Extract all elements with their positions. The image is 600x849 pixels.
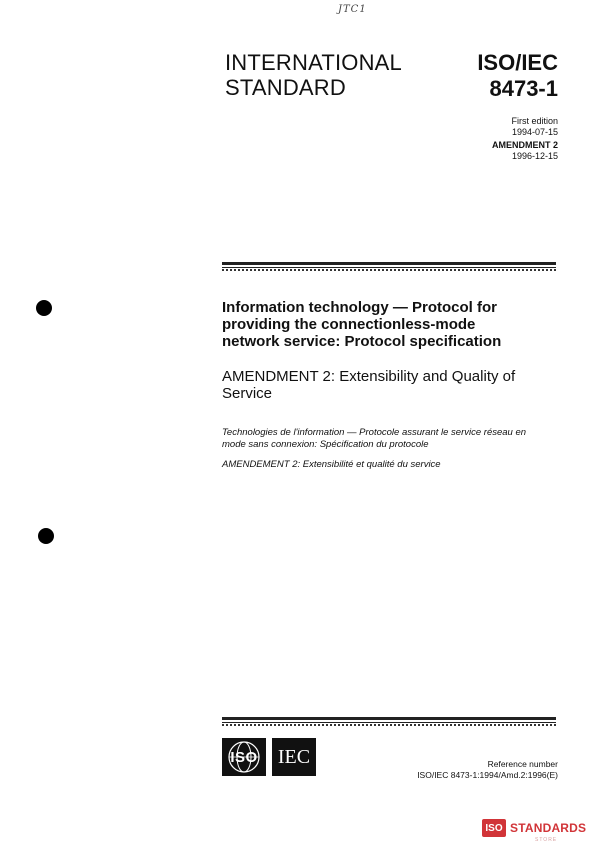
english-title-line-2: providing the connectionless-mode (222, 316, 476, 333)
document-type-line-1: INTERNATIONAL (225, 50, 402, 75)
english-title-line-3: network service: Protocol specification (222, 333, 502, 350)
french-amendment-title: AMENDEMENT 2: Extensibilité et qualité du service (222, 459, 441, 470)
reference-number-value: ISO/IEC 8473-1:1994/Amd.2:1996(E) (417, 770, 558, 780)
iso-logo-text: ISO (230, 748, 258, 766)
top-divider-rule (222, 262, 556, 271)
watermark-badge: ISO (482, 819, 506, 837)
reference-number-label: Reference number (487, 759, 558, 769)
standard-number-line-1: ISO/IEC (477, 50, 558, 75)
watermark-sub: STORE (535, 837, 558, 843)
standard-number-line-2: 8473-1 (489, 76, 558, 101)
edition-date: 1994-07-15 (511, 127, 558, 137)
iec-logo-text: IEC (277, 745, 311, 768)
punch-hole-bottom (38, 528, 54, 544)
edition-block (492, 116, 558, 162)
english-title-line-1: Information technology — Protocol for (222, 299, 497, 316)
english-amendment-title (222, 368, 562, 402)
standards-store-watermark (482, 818, 586, 838)
reference-number-block (417, 759, 558, 781)
bottom-divider-rule (222, 717, 556, 726)
document-type-line-2: STANDARD (225, 75, 346, 100)
iso-logo (222, 738, 266, 776)
watermark-name: STANDARDS (510, 821, 587, 835)
edition-label: First edition (511, 116, 558, 126)
document-type (225, 50, 402, 100)
english-title (222, 299, 562, 350)
english-amendment-line-2: Service (222, 385, 273, 402)
handwritten-margin-note: JTC1 (338, 4, 367, 15)
french-title-line-1: Technologies de l'information — Protocole assurant le service réseau en (222, 427, 527, 438)
french-title (222, 427, 562, 451)
amendment-date: 1996-12-15 (511, 151, 558, 161)
standard-number (477, 50, 558, 102)
iec-logo (272, 738, 316, 776)
amendment-label: AMENDMENT 2 (491, 140, 558, 150)
french-title-line-2: mode sans connexion: Spécification du protocole (222, 439, 429, 450)
punch-hole-top (36, 300, 52, 316)
english-amendment-line-1: AMENDMENT 2: Extensibility and Quality of (222, 368, 516, 385)
